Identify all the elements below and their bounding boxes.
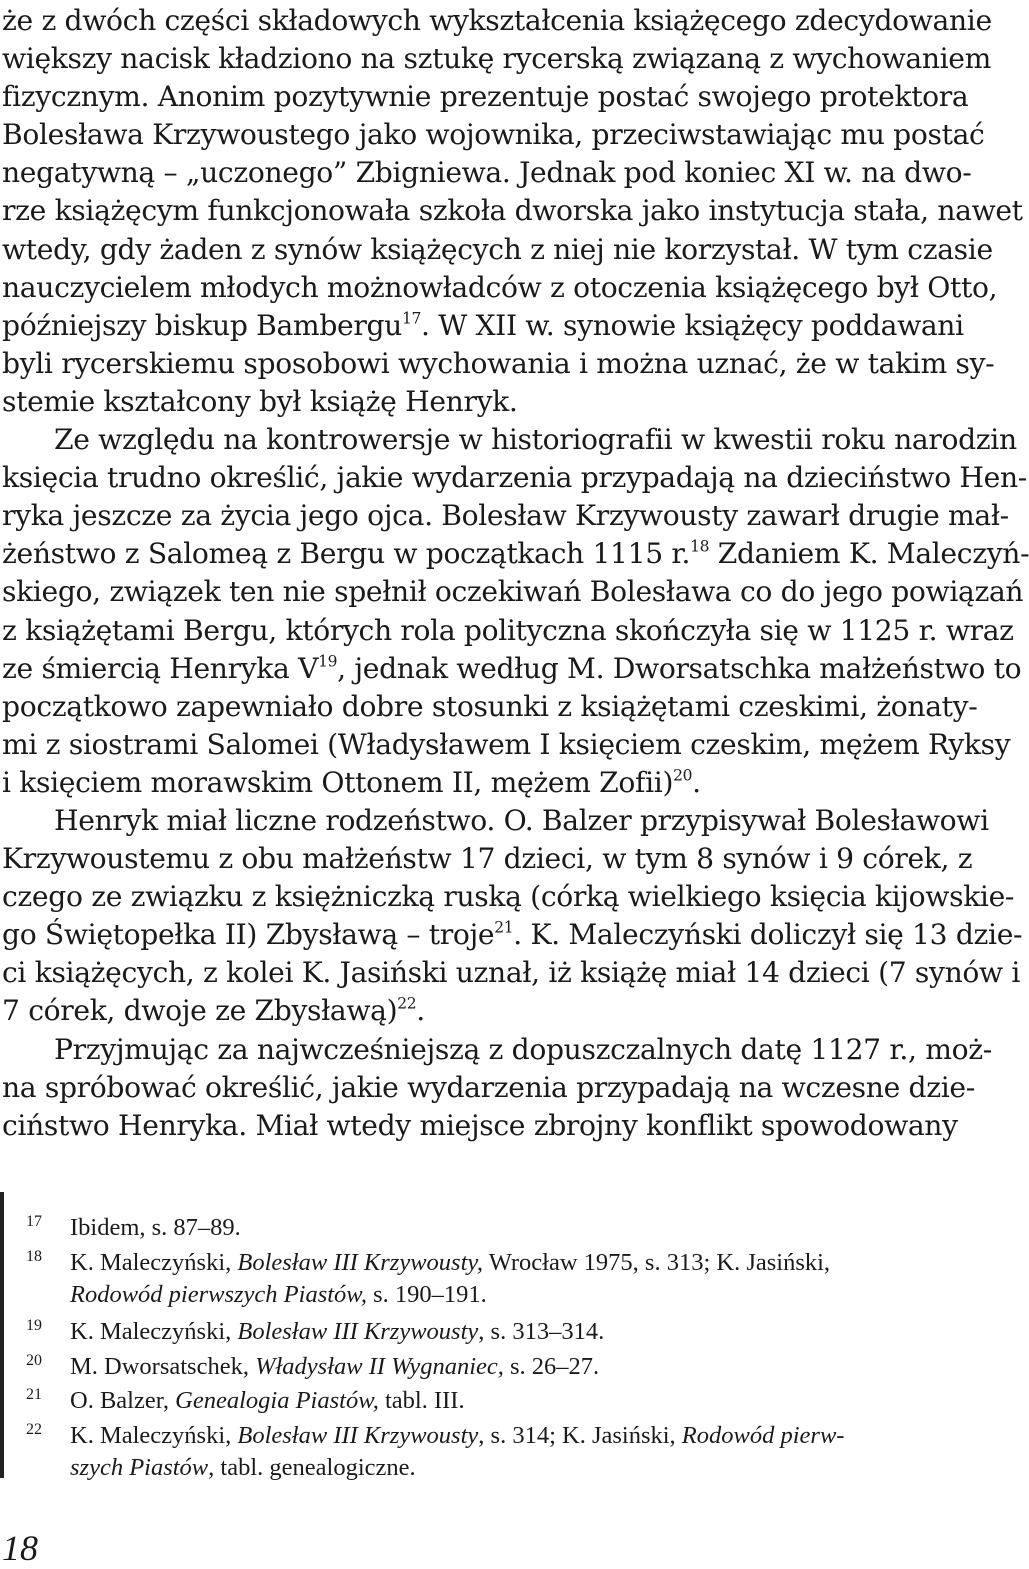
footnote-text <box>70 1316 958 1348</box>
text-segment: i księciem morawskim Ottonem II, mężem Zofii) <box>2 765 674 799</box>
footnote-title: Bolesław III Krzywousty, <box>237 1249 484 1276</box>
footnote-segment: , s. 313–314. <box>478 1318 605 1345</box>
text-segment: Zdaniem K. Maleczyń- <box>709 537 1029 571</box>
footnote-18 <box>0 1247 958 1311</box>
text-segment: . W XII w. synowie książęcy poddawani <box>421 308 964 342</box>
text-line: z książętami Bergu, których rola polityczna skończyła się w 1125 r. wraz <box>2 613 1014 647</box>
text-line <box>2 916 1023 954</box>
footnote-text <box>70 1420 958 1484</box>
footnote-number: 17 <box>26 1213 42 1230</box>
footnote-segment: , s. 314; K. Jasiński, <box>478 1422 682 1449</box>
footnote-20 <box>0 1351 958 1383</box>
text-line <box>2 764 956 802</box>
footnote-ref: 20 <box>673 766 693 785</box>
footnote-text <box>70 1385 958 1417</box>
text-line: Ze względu na kontrowersje w historiografii w kwestii roku narodzin <box>54 423 1017 457</box>
footnote-text <box>70 1247 958 1311</box>
footnote-number: 21 <box>26 1386 42 1403</box>
text-line: nauczycielem młodych możnowładców z otoczenia książęcego był Otto, <box>2 270 998 304</box>
text-line <box>2 307 964 345</box>
footnote-text <box>70 1351 958 1383</box>
footnote-ref: 21 <box>494 918 514 937</box>
footnote-number: 22 <box>26 1421 42 1438</box>
text-segment: ze śmiercią Henryka V <box>2 651 319 685</box>
footnote-segment: K. Maleczyński, <box>70 1318 238 1345</box>
text-line: większy nacisk kładziono na sztukę rycerską związaną z wychowaniem <box>2 42 992 76</box>
body-text <box>2 2 1029 1145</box>
text-line: że z dwóch części składowych wykształcenia książęcego zdecydowanie <box>2 4 992 37</box>
footnote-title: Rodowód pierwszych Piastów, <box>70 1281 367 1308</box>
footnote-ref: 22 <box>397 994 417 1013</box>
text-line: ryka jeszcze za życia jego ojca. Bolesław Krzywousty zawarł drugie mał- <box>2 499 1009 533</box>
footnote-segment: , tabl. genealogiczne. <box>208 1454 416 1481</box>
footnote-ref: 18 <box>690 537 710 556</box>
footnote-segment: Wrocław 1975, s. 313; K. Jasiński, <box>483 1249 831 1276</box>
text-line: Bolesława Krzywoustego jako wojownika, przeciwstawiając mu postać <box>2 118 985 152</box>
footnote-21 <box>0 1385 958 1417</box>
footnote-number: 18 <box>26 1248 42 1265</box>
text-line: fizycznym. Anonim pozytywnie prezentuje postać swojego protektora <box>2 80 969 114</box>
text-line <box>2 992 956 1030</box>
text-line: Krzywoustemu z obu małżeństw 17 dzieci, w tym 8 synów i 9 córek, z <box>2 842 973 876</box>
text-segment: żeństwo z Salomeą z Bergu w początkach 1115 r. <box>2 537 691 571</box>
text-line: skiego, związek ten nie spełnił oczekiwań Bolesława co do jego powiązań <box>2 575 1024 609</box>
text-line: rze książęcym funkcjonowała szkoła dworska jako instytucja stała, nawet <box>2 194 1023 228</box>
text-segment: . <box>692 765 701 799</box>
text-line: stemie kształcony był książę Henryk. <box>2 384 518 418</box>
text-line: negatywną – „uczonego” Zbigniewa. Jednak pod koniec XI w. na dwo- <box>2 156 972 190</box>
text-segment: go Świętopełka II) Zbysławą – troje <box>2 918 495 952</box>
footnote-segment: K. Maleczyński, <box>70 1422 238 1449</box>
text-line <box>2 650 1022 688</box>
footnote-segment: K. Maleczyński, <box>70 1249 238 1276</box>
footnote-segment: tabl. III. <box>378 1387 465 1414</box>
text-segment: . K. Maleczyński doliczył się 13 dzie- <box>513 918 1023 952</box>
footnote-ref: 19 <box>318 651 338 670</box>
text-line: początkowo zapewniało dobre stosunki z książętami czeskimi, żonaty- <box>2 689 978 723</box>
text-line: Henryk miał liczne rodzeństwo. O. Balzer przypisywał Bolesławowi <box>54 803 989 837</box>
text-line: Przyjmując za najwcześniejszą z dopuszczalnych datę 1127 r., moż- <box>54 1032 992 1066</box>
footnote-title: Bolesław III Krzywousty <box>237 1422 479 1449</box>
footnote-segment: s. 190–191. <box>366 1281 487 1308</box>
text-line: byli rycerskiemu sposobowi wychowania i można uznać, że w takim sy- <box>2 346 995 380</box>
page-number: 18 <box>2 1528 38 1568</box>
footnote-title: Bolesław III Krzywousty <box>237 1318 479 1345</box>
text-segment: . <box>416 994 425 1028</box>
footnotes-section <box>0 1192 958 1481</box>
text-line <box>2 535 1029 573</box>
footnote-text <box>70 1212 958 1244</box>
footnote-title: Genealogia Piastów, <box>175 1387 379 1414</box>
text-line: czego ze związku z księżniczką ruską (córką wielkiego księcia kijowskie- <box>2 880 1015 914</box>
text-segment: , jednak według M. Dworsatschka małżeństwo to <box>337 651 1022 685</box>
text-line: wtedy, gdy żaden z synów książęcych z niej nie korzystał. W tym czasie <box>2 232 993 266</box>
text-segment: 7 córek, dwoje ze Zbysławą) <box>2 994 398 1028</box>
footnote-title: szych Piastów <box>70 1454 209 1481</box>
footnote-segment: Ibidem, s. 87–89. <box>70 1214 241 1241</box>
footnote-title: Rodowód pierw- <box>681 1422 845 1449</box>
footnote-number: 20 <box>26 1352 42 1369</box>
footnote-19 <box>0 1316 958 1348</box>
text-line: ciństwo Henryka. Miał wtedy miejsce zbrojny konflikt spowodowany <box>2 1108 958 1142</box>
text-line: księcia trudno określić, jakie wydarzenia przypadają na dzieciństwo Hen- <box>2 461 1027 495</box>
text-line: na spróbować określić, jakie wydarzenia przypadają na wczesne dzie- <box>2 1070 975 1104</box>
footnote-segment: O. Balzer, <box>70 1387 176 1414</box>
footnote-segment: s. 26–27. <box>503 1353 600 1380</box>
footnote-17 <box>0 1212 958 1244</box>
text-line: mi z siostrami Salomei (Władysławem I księciem czeskim, mężem Ryksy <box>2 727 1011 761</box>
footnote-ref: 17 <box>401 309 421 328</box>
text-segment: późniejszy biskup Bambergu <box>2 308 402 342</box>
footnote-title: Władysław II Wygnaniec, <box>255 1353 504 1380</box>
footnote-segment: M. Dworsatschek, <box>70 1353 256 1380</box>
footnote-number: 19 <box>26 1317 42 1334</box>
text-line: ci książęcych, z kolei K. Jasiński uznał, iż książę miał 14 dzieci (7 synów i <box>2 956 1021 990</box>
footnote-22 <box>0 1420 958 1484</box>
